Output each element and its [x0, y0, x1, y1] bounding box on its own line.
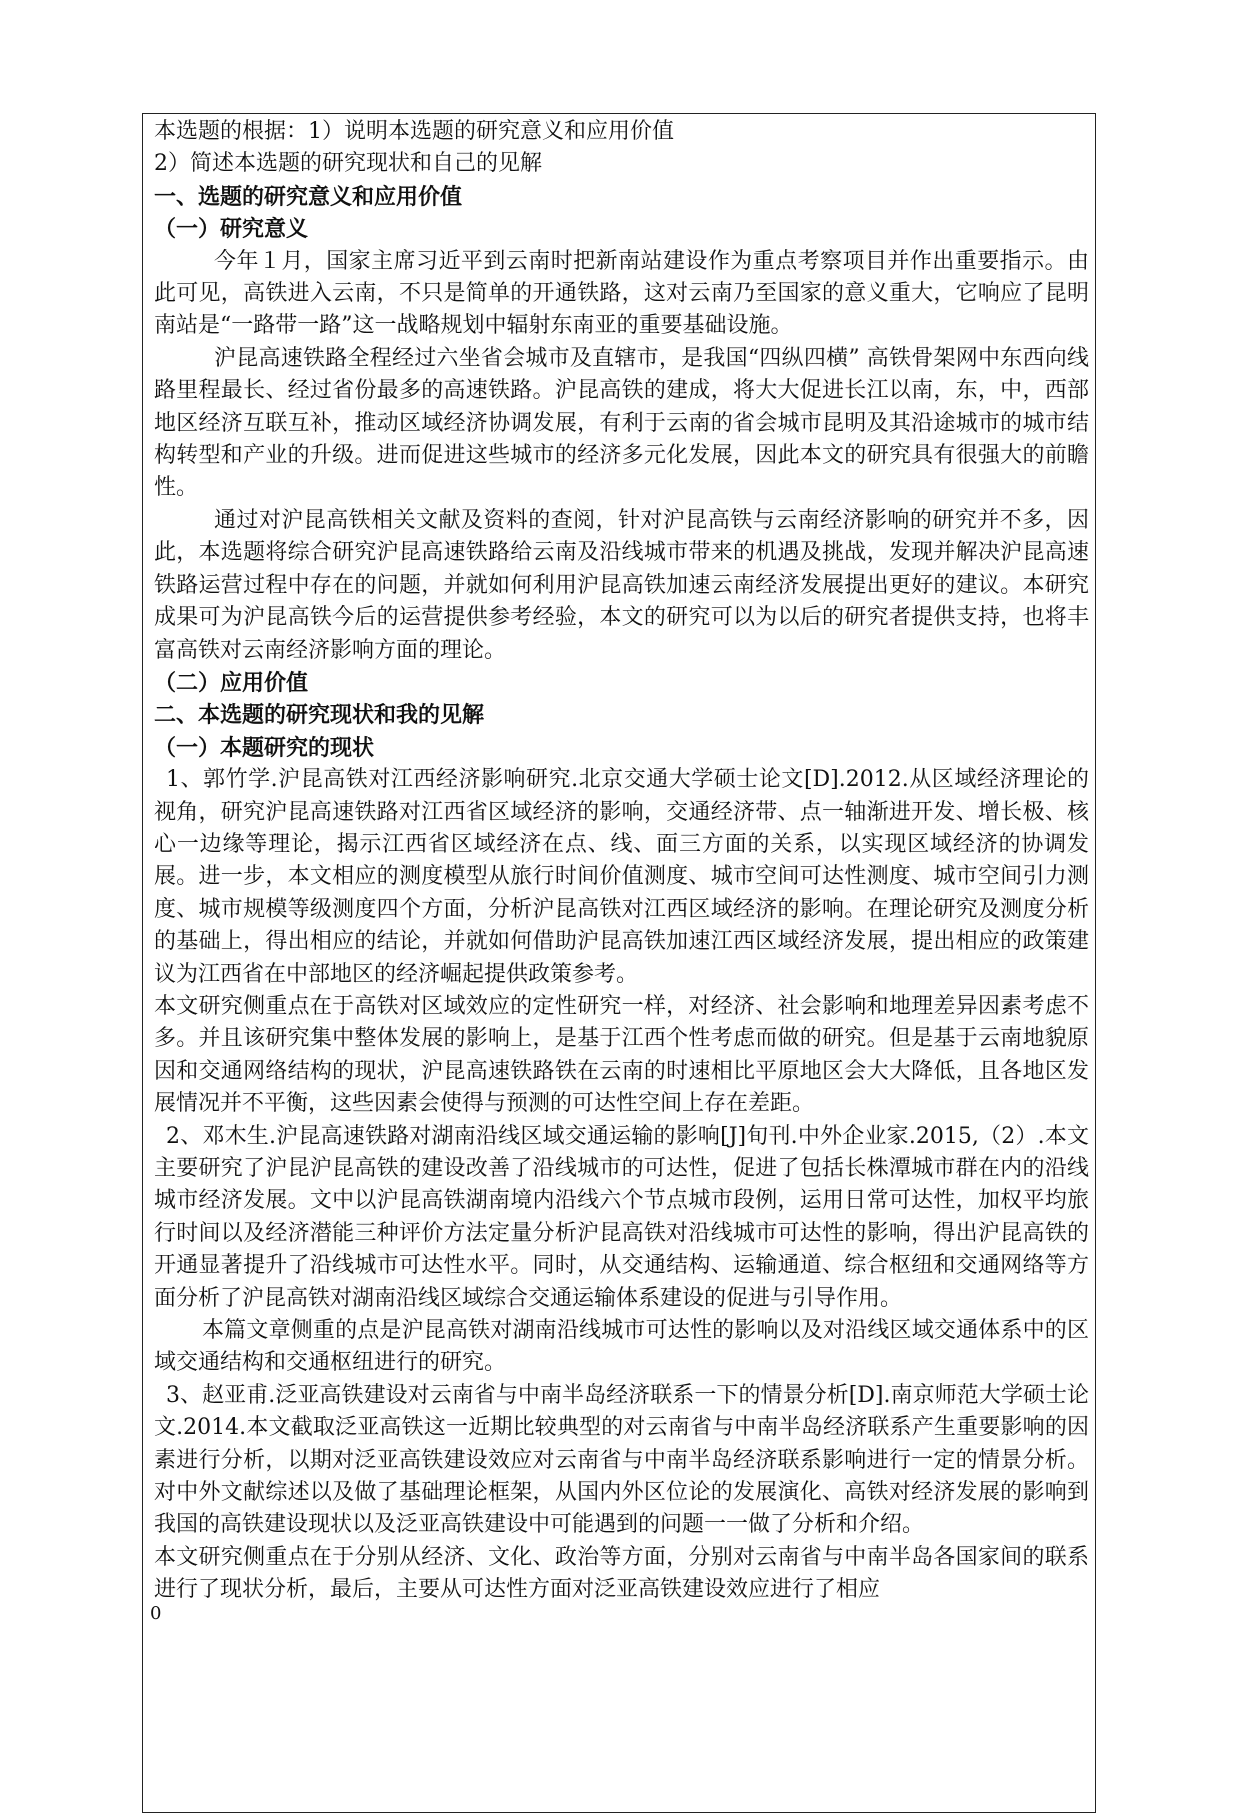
- reference-item-2: 2、邓木生.沪昆高速铁路对湖南沿线区域交通运输的影响[J]旬刊.中外企业家.2015,（2）.本文主要研究了沪昆沪昆高铁的建设改善了沿线城市的可达性，促进了包括长株潭城市群在内的沿线城市经济发展。文中以沪昆高铁湖南境内沿线六个节点城市段例，运用日常可达性，加权平均旅行时间以及经济潜能三种评价方法定量分析沪昆高铁对沿线城市可达性的影响，得出沪昆高铁的开通显著提升了沿线城市可达性水平。同时，从交通结构、运输通道、综合枢纽和交通网络等方面分析了沪昆高铁对湖南沿线区域综合交通运输体系建设的促进与引导作用。: [154, 1123, 1089, 1311]
- section-1-sub2-title: （二）应用价值: [154, 669, 309, 696]
- section-2-title: 二、本选题的研究现状和我的见解: [154, 702, 485, 729]
- section-1-title: 一、选题的研究意义和应用价值: [154, 183, 463, 210]
- section-2-sub1-title: （一）本题研究的现状: [154, 734, 375, 761]
- reference-item-1: 1、郭竹学.沪昆高铁对江西经济影响研究.北京交通大学硕士论文[D].2012.从区域经济理论的视角，研究沪昆高速铁路对江西省区域经济的影响，交通经济带、点一轴渐进开发、增长极、核心一边缘等理论，揭示江西省区域经济在点、线、面三方面的关系，以实现区域经济的协调发展。进一步，本文相应的测度模型从旅行时间价值测度、城市空间可达性测度、城市空间引力测度、城市规模等级测度四个方面，分析沪昆高铁对江西区域经济的影响。在理论研究及测度分析的基础上，得出相应的结论，并就如何借助沪昆高铁加速江西区域经济发展，提出相应的政策建议为江西省在中部地区的经济崛起提供政策参考。: [154, 767, 1089, 987]
- section-1-paragraph-3: 通过对沪昆高铁相关文献及资料的查阅，针对沪昆高铁与云南经济影响的研究并不多，因此，本选题将综合研究沪昆高速铁路给云南及沿线城市带来的机遇及挑战，发现并解决沪昆高速铁路运营过程中存在的问题，并就如何利用沪昆高铁加速云南经济发展提出更好的建议。本研究成果可为沪昆高铁今后的运营提供参考经验，本文的研究可以为以后的研究者提供支持，也将丰富高铁对云南经济影响方面的理论。: [154, 507, 1089, 663]
- basis-line-1: 本选题的根据：1）说明本选题的研究意义和应用价值: [154, 119, 674, 144]
- reference-comment-2: 本篇文章侧重的点是沪昆高铁对湖南沿线城市可达性的影响以及对沿线区域交通体系中的区域交通结构和交通枢纽进行的研究。: [154, 1318, 1089, 1376]
- section-1-paragraph-1: 今年１月，国家主席习近平到云南时把新南站建设作为重点考察项目并作出重要指示。由此可见，高铁进入云南，不只是简单的开通铁路，这对云南乃至国家的意义重大，它响应了昆明南站是“一路带一路”这一战略规划中辐射东南亚的重要基础设施。: [154, 248, 1089, 339]
- section-1-paragraph-2: 沪昆高速铁路全程经过六坐省会城市及直辖市，是我国“四纵四横” 高铁骨架网中东西向线路里程最长、经过省份最多的高速铁路。沪昆高铁的建成，将大大促进长江以南，东，中，西部地区经济互联互补，推动区域经济协调发展，有利于云南的省会城市昆明及其沿途城市的城市结构转型和产业的升级。进而促进这些城市的经济多元化发展，因此本文的研究具有很强大的前瞻性。: [154, 345, 1089, 501]
- proposal-content: [154, 116, 1089, 1607]
- basis-line-2: 2）简述本选题的研究现状和自己的见解: [154, 151, 542, 177]
- reference-item-3: 3、赵亚甫.泛亚高铁建设对云南省与中南半岛经济联系一下的情景分析[D].南京师范大学硕士论文.2014.本文截取泛亚高铁这一近期比较典型的对云南省与中南半岛经济联系产生重要影响的因素进行分析，以期对泛亚高铁建设效应对云南省与中南半岛经济联系影响进行一定的情景分析。对中外文献综述以及做了基础理论框架，从国内外区位论的发展演化、高铁对经济发展的影响到我国的高铁建设现状以及泛亚高铁建设中可能遇到的问题一一做了分析和介绍。: [154, 1382, 1089, 1538]
- margin-mark: 0: [150, 1603, 162, 1624]
- reference-comment-1: 本文研究侧重点在于高铁对区域效应的定性研究一样，对经济、社会影响和地理差异因素考虑不多。并且该研究集中整体发展的影响上，是基于江西个性考虑而做的研究。但是基于云南地貌原因和交通网络结构的现状，沪昆高速铁路铁在云南的时速相比平原地区会大大降低，且各地区发展情况并不平衡，这些因素会使得与预测的可达性空间上存在差距。: [154, 993, 1089, 1117]
- section-1-sub1-title: （一）研究意义: [154, 216, 309, 243]
- reference-comment-3: 本文研究侧重点在于分别从经济、文化、政治等方面，分别对云南省与中南半岛各国家间的联系进行了现状分析，最后，主要从可达性方面对泛亚高铁建设效应进行了相应: [154, 1544, 1089, 1603]
